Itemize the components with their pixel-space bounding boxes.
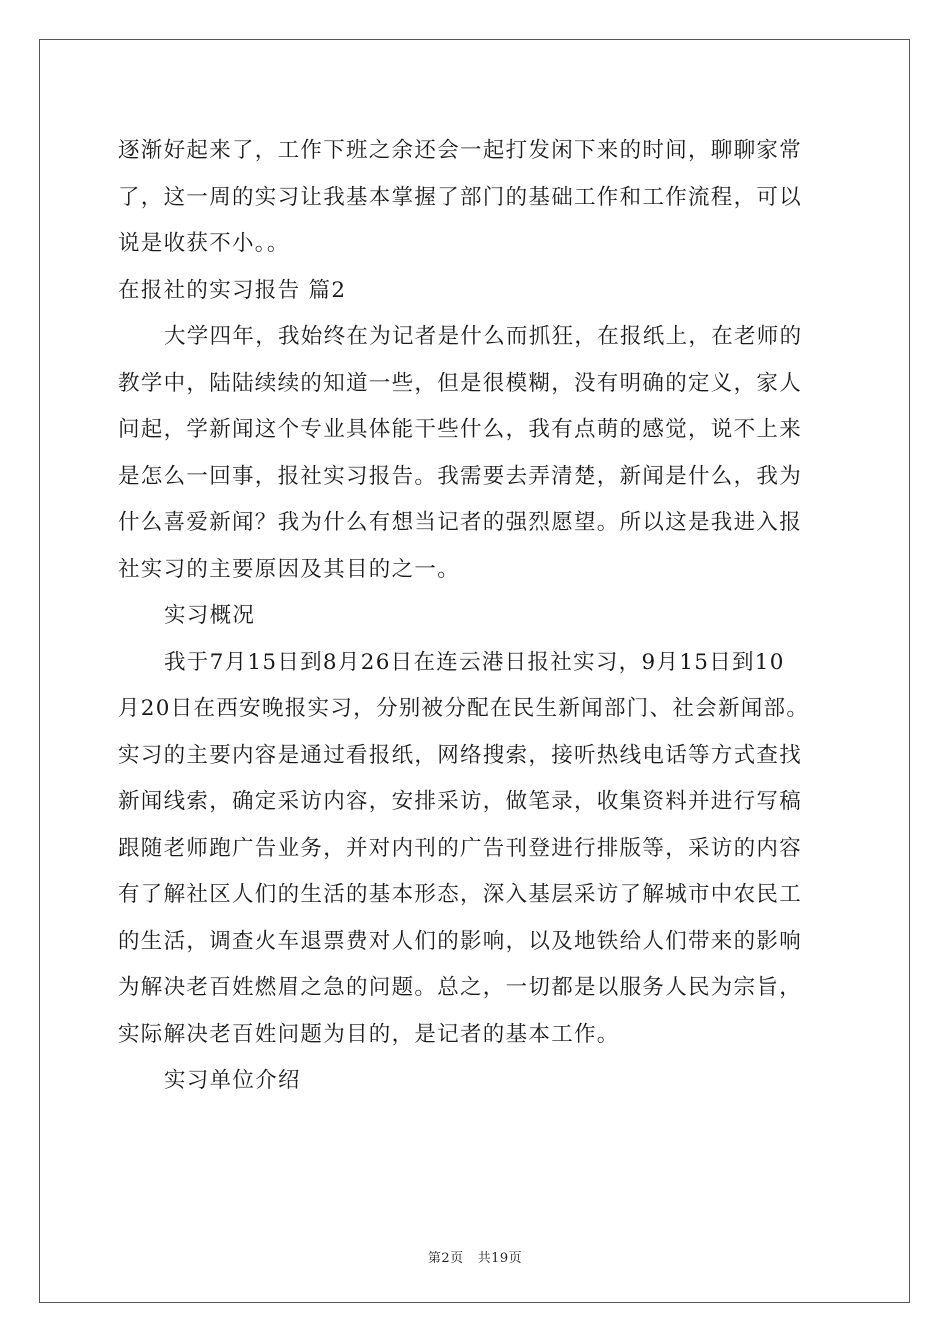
- text-line-13: 月20日在西安晚报实习，分别被分配在民生新闻部门、社会新闻部。: [118, 696, 810, 721]
- subheading-overview: 实习概况: [164, 603, 256, 628]
- text-line-14: 实习的主要内容是通过看报纸，网络搜索，接听热线电话等方式查找: [118, 742, 803, 768]
- text-line-15: 新闻线索，确定采访内容，安排采访，做笔录，收集资料并进行写稿: [118, 789, 803, 814]
- text-line-1: 逐渐好起来了，工作下班之余还会一起打发闲下来的时间，聊聊家常: [118, 138, 803, 163]
- text-line-18: 的生活，调查火车退票费对人们的影响，以及地铁给人们带来的影响: [118, 928, 803, 954]
- text-line-16: 跟随老师跑广告业务，并对内刊的广告刊登进行排版等，采访的内容: [118, 835, 803, 861]
- text-line-20: 实际解决老百姓问题为目的，是记者的基本工作。: [118, 1021, 620, 1047]
- subheading-unit-intro: 实习单位介绍: [164, 1068, 301, 1093]
- document-body: [118, 128, 834, 1105]
- section-heading: 在报社的实习报告 篇2: [118, 277, 347, 303]
- text-line-6: 教学中，陆陆续续的知道一些，但是很模糊，没有明确的定义，家人: [118, 370, 803, 396]
- text-line-3: 说是收获不小。。: [118, 231, 290, 256]
- text-line-17: 有了解社区人们的生活的基本形态，深入基层采访了解城市中农民工: [118, 882, 803, 907]
- text-line-10: 社实习的主要原因及其目的之一。: [118, 556, 461, 582]
- page-number: 第2页: [427, 1251, 464, 1266]
- text-line-7: 问起，学新闻这个专业具体能干些什么，我有点萌的感觉，说不上来: [118, 417, 803, 442]
- text-line-12: 我于7月15日到8月26日在连云港日报社实习，9月15日到10: [164, 649, 785, 675]
- page-footer: [0, 1247, 950, 1266]
- page-total: 共19页: [477, 1251, 523, 1266]
- text-line-8: 是怎么一回事，报社实习报告。我需要去弄清楚，新闻是什么，我为: [118, 463, 803, 489]
- text-line-5: 大学四年，我始终在为记者是什么而抓狂，在报纸上，在老师的: [164, 324, 803, 349]
- text-line-19: 为解决老百姓燃眉之急的问题。总之，一切都是以服务人民为宗旨，: [118, 975, 803, 1000]
- text-line-9: 什么喜爱新闻？我为什么有想当记者的强烈愿望。所以这是我进入报: [118, 510, 803, 535]
- text-line-2: 了，这一周的实习让我基本掌握了部门的基础工作和工作流程，可以: [118, 184, 803, 210]
